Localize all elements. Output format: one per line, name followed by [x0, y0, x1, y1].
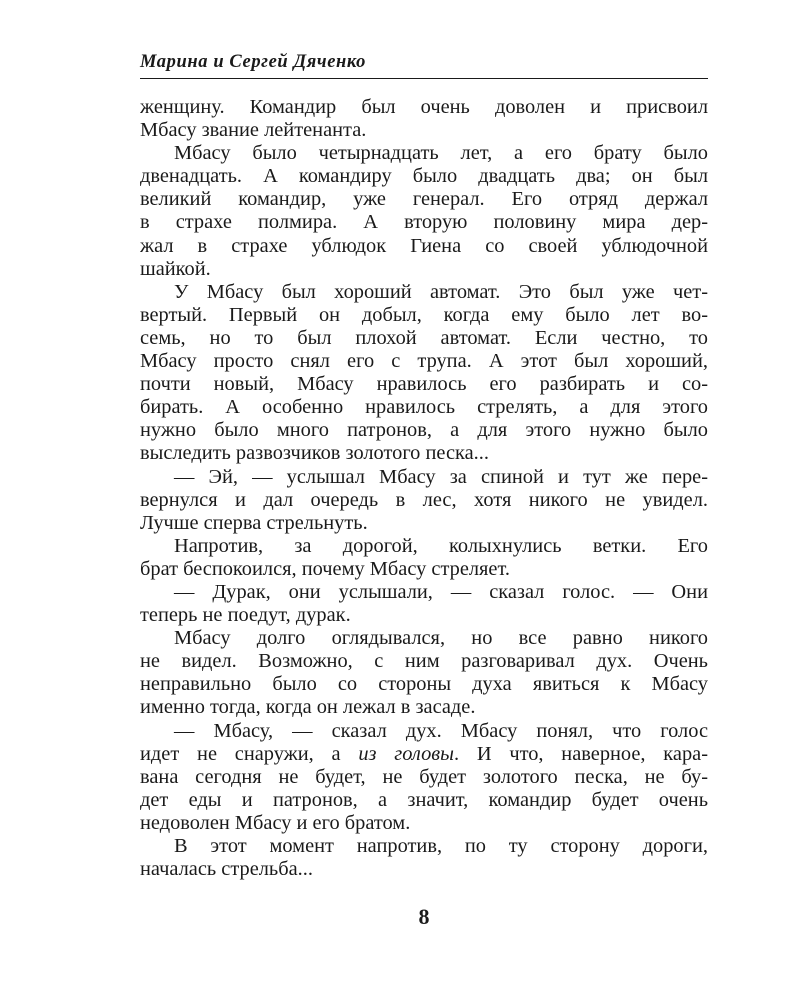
text-line: Мбасу звание лейтенанта.: [140, 119, 367, 142]
text-line: великий командир, уже генерал. Его отряд держал: [140, 188, 708, 211]
text-line: вернулся и дал очередь в лес, хотя никого не увидел.: [140, 488, 708, 511]
text-line: — Дурак, они услышали, — сказал голос. — Они: [174, 580, 708, 603]
text-line: теперь не поедут, дурак.: [140, 604, 351, 627]
text-line: вертый. Первый он добыл, когда ему было лет во-: [140, 303, 708, 326]
text-line: Мбасу было четырнадцать лет, а его брату было: [174, 142, 708, 165]
text-line: У Мбасу был хороший автомат. Это был уже чет-: [174, 280, 708, 303]
text-fragment: идет не снаружи, а: [140, 742, 359, 765]
text-line: — Эй, — услышал Мбасу за спиной и тут же пере-: [174, 465, 708, 488]
text-line: [140, 743, 708, 766]
italic-phrase: из головы: [358, 742, 454, 765]
text-fragment: . И что, наверное, кара-: [453, 742, 708, 765]
text-line: дет еды и патронов, а значит, командир будет очень: [140, 788, 708, 811]
text-line: неправильно было со стороны духа явиться к Мбасу: [140, 673, 708, 696]
text-line: нужно было много патронов, а для этого нужно было: [140, 419, 708, 442]
text-line: жал в страхе ублюдок Гиена со своей ублюдочной: [140, 234, 708, 257]
book-page: [140, 0, 708, 1000]
text-line: [140, 720, 708, 743]
text-line: семь, но то был плохой автомат. Если честно, то: [140, 326, 708, 349]
text-line: выследить развозчиков золотого песка...: [140, 442, 489, 465]
text-line: двенадцать. А командиру было двадцать два; он был: [140, 165, 708, 188]
text-line: началась стрельба...: [140, 858, 313, 881]
page-number: 8: [418, 904, 430, 929]
text-line: женщину. Командир был очень доволен и присвоил: [140, 96, 708, 118]
text-line: именно тогда, когда он лежал в засаде.: [140, 696, 476, 719]
text-line: Мбасу долго оглядывался, но все равно никого: [174, 627, 708, 650]
text-line: вана сегодня не будет, не будет золотого песка, не бу-: [140, 765, 708, 788]
text-line: брат беспокоился, почему Мбасу стреляет.: [140, 557, 510, 580]
running-head: Марина и Сергей Дяченко: [140, 52, 366, 72]
text-line: Лучше сперва стрельнуть.: [140, 511, 368, 534]
text-line: бирать. А особенно нравилось стрелять, а для этого: [140, 396, 708, 419]
text-line: шайкой.: [140, 257, 211, 280]
text-line: не видел. Возможно, с ним разговаривал дух. Очень: [140, 650, 708, 673]
text-line: В этот момент напротив, по ту сторону дороги,: [174, 835, 708, 857]
text-line: Мбасу просто снял его с трупа. А этот был хороший,: [140, 350, 708, 373]
text-line: недоволен Мбасу и его братом.: [140, 811, 411, 834]
text-fragment: — Мбасу, — сказал дух. Мбасу понял, что голос: [174, 719, 708, 742]
body-text: [140, 96, 708, 881]
text-line: почти новый, Мбасу нравилось его разбирать и со-: [140, 373, 708, 396]
header-rule: [140, 78, 708, 79]
text-line: Напротив, за дорогой, колыхнулись ветки. Его: [174, 534, 708, 557]
text-line: в страхе полмира. А вторую половину мира дер-: [140, 211, 708, 234]
